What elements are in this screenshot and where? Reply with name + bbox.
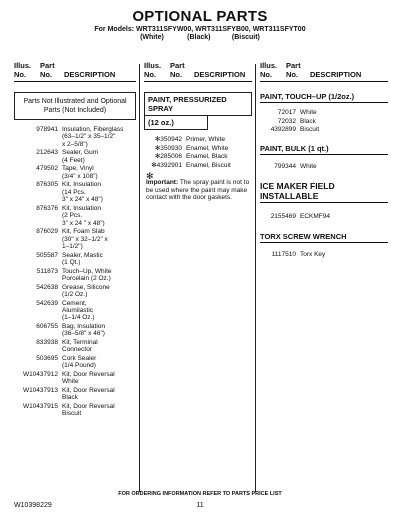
header-part: Part xyxy=(170,61,185,70)
part-row xyxy=(14,339,136,354)
part-number: ✻285006 xyxy=(154,153,182,161)
part-row xyxy=(260,213,388,220)
page-title: OPTIONAL PARTS xyxy=(132,8,268,25)
part-row xyxy=(144,145,252,152)
part-description: White xyxy=(300,109,317,116)
part-row xyxy=(14,149,136,164)
column-3 xyxy=(260,62,388,259)
part-description: Kit, Insulation (2 Pcs. 3" x 24 " x 48") xyxy=(62,204,105,227)
part-number: 1117510 xyxy=(271,251,296,259)
part-number: 833938 xyxy=(36,339,58,347)
part-description: Grease, Silicone (1/2 Oz.) xyxy=(62,283,110,299)
part-number: 876305 xyxy=(36,181,58,189)
header-description: DESCRIPTION xyxy=(194,70,246,79)
part-number: W10437915 xyxy=(22,403,58,411)
header-part-no: No. xyxy=(40,70,53,79)
part-description: Bag, Insulation (36–5/8" x 46") xyxy=(62,323,106,338)
note-asterisk: ✻ xyxy=(146,171,154,182)
part-row xyxy=(144,153,252,160)
part-row xyxy=(14,371,136,386)
part-row xyxy=(260,251,388,258)
part-description: Sealer, Mastic (1 Qt.) xyxy=(62,251,103,267)
header-illus: Illus. xyxy=(144,61,162,70)
part-description: ECKMF94 xyxy=(300,213,330,220)
note-label: Important: xyxy=(146,179,179,187)
part-row xyxy=(14,181,136,203)
parts-list-icemaker xyxy=(260,213,388,220)
column-header xyxy=(144,62,252,80)
part-description: Tape, Vinyl (3/4" x 108") xyxy=(62,165,98,180)
part-description: Kit, Insulation (14 Pcs. 3" x 24" x 48") xyxy=(62,181,103,204)
part-description: Touch–Up, White Porcelain (2 Oz.) xyxy=(62,267,112,283)
column-header xyxy=(260,62,388,80)
part-row xyxy=(14,403,136,418)
part-number: W10437912 xyxy=(22,371,58,379)
part-description: Enamel, White xyxy=(186,144,229,152)
part-number: 876376 xyxy=(36,204,58,212)
part-row xyxy=(144,162,252,169)
part-number: 799344 xyxy=(274,162,296,170)
header-rule xyxy=(14,81,136,82)
header-illus: Illus. xyxy=(260,61,278,70)
header-part-no: No. xyxy=(286,70,299,79)
part-row xyxy=(14,268,136,283)
part-description: Kit, Door Reversal Black xyxy=(62,387,115,402)
part-description: Black xyxy=(300,117,316,125)
part-number: 479502 xyxy=(36,165,58,173)
part-row xyxy=(260,163,388,170)
part-row xyxy=(14,228,136,250)
column-divider-1 xyxy=(139,64,140,492)
part-row xyxy=(260,118,388,125)
section-touchup-title: PAINT, TOUCH–UP (1/2oz.) xyxy=(260,92,388,103)
part-row xyxy=(14,355,136,370)
part-number: 542639 xyxy=(36,299,58,307)
part-description: Enamel, Black xyxy=(186,153,228,161)
page-number: 11 xyxy=(196,502,204,509)
section-bulk-title: PAINT, BULK (1 qt.) xyxy=(260,144,388,155)
part-row xyxy=(144,136,252,143)
part-row xyxy=(14,284,136,299)
models-heading xyxy=(0,26,400,42)
part-description: Sealer, Gum (4 Feet) xyxy=(62,149,99,164)
models-line: For Models: WRT311SFYW00, WRT311SFYB00, WRT311SFYT00 xyxy=(94,26,306,33)
part-description: Biscuit xyxy=(300,126,320,134)
part-row xyxy=(14,300,136,322)
part-row xyxy=(260,126,388,133)
parts-list-torx xyxy=(260,251,388,258)
part-row xyxy=(14,323,136,338)
header-part: Part xyxy=(40,61,55,70)
header-rule xyxy=(260,81,388,82)
parts-list-touchup xyxy=(260,109,388,134)
part-description: Kit, Terminal Connector xyxy=(62,339,98,354)
header-illus: Illus. xyxy=(14,61,32,70)
part-number: 503695 xyxy=(36,355,58,363)
column-2 xyxy=(144,62,252,201)
part-number: 542638 xyxy=(36,283,58,291)
part-number: 511873 xyxy=(36,267,58,275)
header-part-no: No. xyxy=(170,70,183,79)
parts-list-bulk xyxy=(260,163,388,170)
document-number: W10398229 xyxy=(14,502,52,509)
part-number: 876029 xyxy=(36,228,58,236)
part-description: Cork Sealer (1/4 Pound) xyxy=(62,355,97,370)
parts-list-spray-paint xyxy=(144,136,252,169)
part-number: ✻350942 xyxy=(154,136,182,143)
part-row xyxy=(14,126,136,148)
section-spray-paint-title: PAINT, PRESSURIZED SPRAY xyxy=(144,92,252,116)
header-rule xyxy=(144,81,252,82)
not-illustrated-box: Parts Not Illustrated and Optional Parts (Not Included) xyxy=(14,92,136,120)
part-row xyxy=(14,387,136,402)
section-icemaker-title: ICE MAKER FIELD INSTALLABLE xyxy=(260,182,388,203)
spray-paint-note xyxy=(144,171,252,201)
part-description: Torx Key xyxy=(300,251,326,259)
header-description: DESCRIPTION xyxy=(310,70,362,79)
header-illus-no: No. xyxy=(14,70,27,79)
part-number: 2155469 xyxy=(270,213,296,220)
note-text: The spray paint is not to be used where the paint may make contact with the door gaskets. xyxy=(146,179,250,201)
part-number: 72017 xyxy=(277,109,296,116)
ordering-footer: FOR ORDERING INFORMATION REFER TO PARTS PRICE LIST xyxy=(118,491,282,497)
header-illus-no: No. xyxy=(144,70,157,79)
section-torx-title: TORX SCREW WRENCH xyxy=(260,232,388,243)
part-row xyxy=(14,252,136,267)
part-number: 212643 xyxy=(36,149,58,157)
parts-list-optional xyxy=(14,126,136,418)
colors-line: (White) (Black) (Biscuit) xyxy=(140,34,260,41)
part-number: ✻350930 xyxy=(154,144,182,152)
part-description: Cement, Alumilastic (1–1/4 Oz.) xyxy=(62,299,95,322)
part-number: 606755 xyxy=(36,323,58,331)
section-spray-paint-size: (12 oz.) xyxy=(144,116,208,130)
part-description: White xyxy=(300,162,317,170)
column-1 xyxy=(14,62,136,418)
part-number: 72032 xyxy=(277,117,296,125)
header-description: DESCRIPTION xyxy=(64,70,116,79)
part-description: Kit, Door Reversal Biscuit xyxy=(62,403,115,418)
part-number: 4392899 xyxy=(270,126,296,134)
part-number: W10437913 xyxy=(22,387,58,395)
column-header xyxy=(14,62,136,80)
part-row xyxy=(14,165,136,180)
part-number: 505587 xyxy=(36,251,58,259)
part-number: 978941 xyxy=(36,126,58,133)
part-description: Insulation, Fiberglass (63–1/2" x 35–1/2" x 2–5/8") xyxy=(62,126,124,148)
part-description: Primer, White xyxy=(186,136,226,143)
header-part: Part xyxy=(286,61,301,70)
column-divider-2 xyxy=(255,64,256,492)
part-row xyxy=(260,109,388,116)
part-description: Enamel, Biscuit xyxy=(186,161,231,169)
part-description: Kit, Door Reversal White xyxy=(62,371,115,386)
header-illus-no: No. xyxy=(260,70,273,79)
part-number: ✻4392901 xyxy=(151,161,182,169)
part-description: Kit, Foam Slab (30" x 32–1/2" x 1–1/2") xyxy=(62,228,108,251)
part-row xyxy=(14,205,136,227)
